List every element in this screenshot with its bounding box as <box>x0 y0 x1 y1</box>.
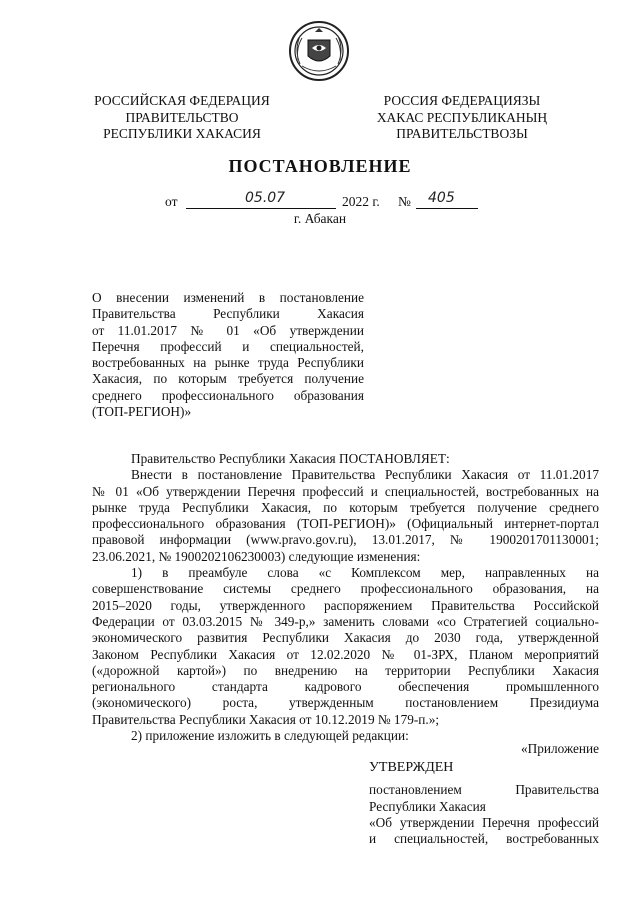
city-name: г. Абакан <box>293 211 347 226</box>
approval-block <box>369 760 599 847</box>
body-line: Внести в постановление Правительства Республики Хакасия от 11.01.2017 <box>131 467 599 483</box>
body-line: правовой информации (www.pravo.gov.ru), 13.01.2017, № 1900201701130001; <box>92 532 599 548</box>
subject-line: среднего профессионального образования <box>92 387 364 403</box>
document-body <box>92 451 599 744</box>
header-right-kjh <box>362 93 562 143</box>
body-line: совершенствование системы среднего профессионального образования, на <box>92 581 599 597</box>
body-line: № 01 «Об утверждении Перечня профессий и специальностей, востребованных на <box>92 483 599 499</box>
body-line: Правительства Республики Хакасия от 10.12.2019 № 179-п.»; <box>92 711 440 727</box>
approval-line: Республики Хакасия <box>369 798 486 814</box>
header-right-line: ХАКАС РЕСПУБЛИКАНЫҢ <box>376 109 548 125</box>
subject-line: О внесении изменений в постановление <box>92 290 364 305</box>
body-line: Законом Республики Хакасия от 12.02.2020 № 01-ЗРХ, Планом мероприятий <box>92 646 599 662</box>
coat-of-arms-emblem <box>288 20 350 82</box>
subject-line: Правительства Республики Хакасия <box>92 306 364 322</box>
body-line: Федерации от 03.03.2015 № 349-р,» заменить словами «со Стратегией социально- <box>92 613 599 629</box>
body-line: рынке труда Республики Хакасия, по которым требуется получение среднего <box>92 499 599 515</box>
header-right-line: ПРАВИТЕЛЬСТВОЗЫ <box>396 126 528 141</box>
body-line: профессионального образования (ТОП-РЕГИОН)» (Официальный интернет-портал <box>92 516 599 532</box>
year-label: 2022 г. <box>342 194 380 209</box>
approval-line: «Об утверждении Перечня профессий <box>369 814 599 830</box>
body-line: (экономического) роста, утвержденным постановлением Президиума <box>92 695 599 711</box>
body-line: 23.06.2021, № 1900202106230003) следующие изменения: <box>92 548 421 564</box>
body-paragraph-1: Правительство Республики Хакасия ПОСТАНОВЛЯЕТ: <box>131 451 450 466</box>
subject-line: Хакасия, по которым требуется получение <box>92 371 364 387</box>
body-line: 1) в преамбуле слова «с Комплексом мер, направленных на <box>131 565 599 581</box>
header-left-line: РЕСПУБЛИКИ ХАКАСИЯ <box>103 126 261 141</box>
appendix-heading: «Приложение <box>520 741 599 756</box>
body-paragraph-4: 2) приложение изложить в следующей редакции: <box>131 728 409 744</box>
approval-line: постановлением Правительства <box>369 782 599 798</box>
subject-line: от 11.01.2017 № 01 «Об утверждении <box>92 322 364 338</box>
body-line: 2015–2020 годы, утвержденного распоряжением Правительства Российской <box>92 597 599 613</box>
body-line: экономического развития Республики Хакасия до 2030 года, утвержденной <box>92 630 599 646</box>
header-left-line: РОССИЙСКАЯ ФЕДЕРАЦИЯ <box>94 93 270 108</box>
approval-line: и специальностей, востребованных <box>369 831 599 847</box>
handwritten-date: 05.07 <box>245 190 286 206</box>
subject-line: (ТОП-РЕГИОН)» <box>92 404 192 420</box>
from-label: от <box>165 194 178 209</box>
header-left-line: ПРАВИТЕЛЬСТВО <box>125 109 239 125</box>
document-title: ПОСТАНОВЛЕНИЕ <box>228 156 412 176</box>
approved-label: УТВЕРЖДЕН <box>369 760 454 775</box>
header-left-ru <box>82 93 282 143</box>
handwritten-number: 405 <box>428 190 455 206</box>
body-line: («дорожной картой») по внедрению на территории Республики Хакасия <box>92 662 599 678</box>
body-line: регионального стандарта кадрового обеспечения промышленного <box>92 679 599 695</box>
subject-line: Перечня профессий и специальностей, <box>92 338 364 354</box>
header-right-line: РОССИЯ ФЕДЕРАЦИЯЗЫ <box>383 93 541 108</box>
number-label: № <box>398 194 411 209</box>
subject-line: востребованных на рынке труда Республики <box>92 355 364 371</box>
subject-block <box>92 290 364 420</box>
